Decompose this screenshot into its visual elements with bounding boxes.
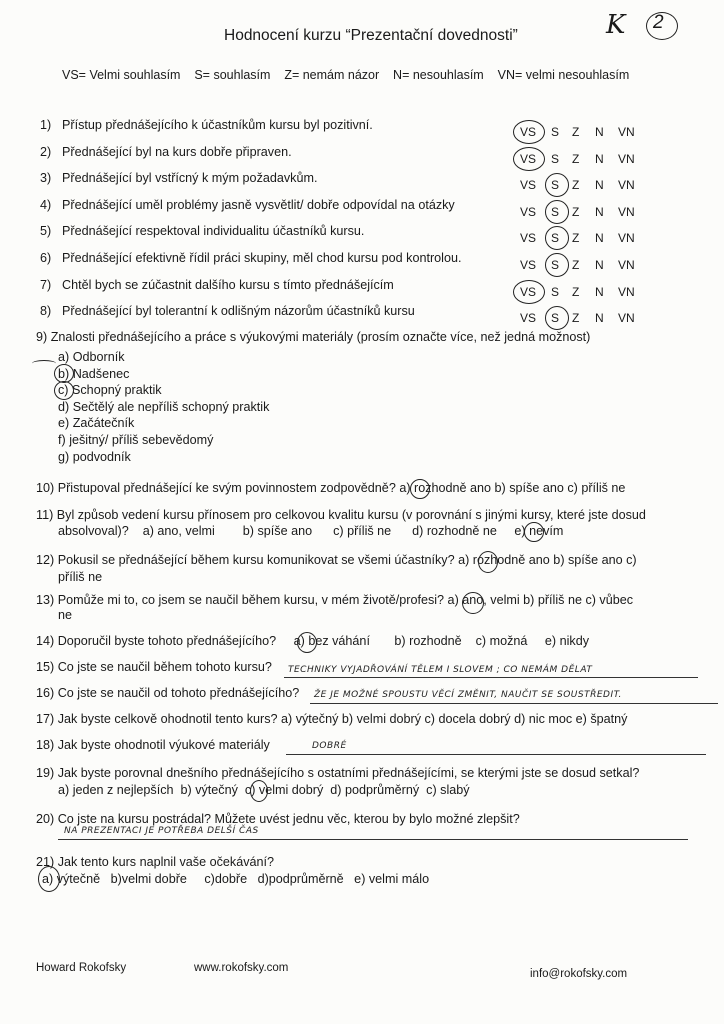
- question-number: 4): [40, 198, 52, 212]
- scale-option-s: S: [551, 285, 560, 299]
- scale-option-vn: VN: [618, 258, 635, 272]
- scale-option-z: Z: [572, 258, 580, 272]
- answer-circle-11: [524, 522, 544, 542]
- scale-legend: VS= Velmi souhlasím S= souhlasím Z= nemám názor N= nesouhlasím VN= velmi nesouhlasím: [62, 68, 630, 82]
- question-9-option: c) Schopný praktik: [58, 383, 162, 398]
- question-17: 17) Jak byste celkově ohodnotil tento kurs? a) výtečný b) velmi dobrý c) docela dobrý d) nic moc e) špatný: [36, 712, 628, 726]
- footer-name: Howard Rokofsky: [36, 962, 127, 974]
- answer-16: ŽE JE MOŽNÉ SPOUSTU VĚCÍ ZMĚNIT, NAUČIT SE SOUSTŘEDIT.: [314, 690, 622, 700]
- scale-option-vn: VN: [618, 285, 635, 299]
- question-13-line2: ne: [58, 608, 73, 622]
- scale-option-z: Z: [572, 205, 580, 219]
- question-text: Přednášející byl tolerantní k odlišným názorům účastníků kursu: [62, 304, 415, 318]
- question-text: Chtěl bych se zúčastnit dalšího kursu s tímto přednášejícím: [62, 278, 394, 292]
- question-text: Přednášející byl vstřícný k mým požadavkům.: [62, 171, 318, 185]
- answer-circle-9c: [54, 381, 74, 400]
- question-9-option: d) Sečtělý ale nepříliš schopný praktik: [58, 399, 270, 414]
- scale-option-vn: VN: [618, 205, 635, 219]
- answer-circle: [545, 253, 569, 277]
- question-text: Přístup přednášejícího k účastníkům kursu byl pozitivní.: [62, 118, 373, 132]
- scale-option-vs: VS: [520, 285, 537, 299]
- answer-circle-19: [250, 780, 268, 802]
- question-11-line1: 11) Byl způsob vedení kursu přínosem pro celkovou kvalitu kursu (v porovnání s jinými kursy, které jste dosud: [36, 508, 646, 522]
- scale-option-n: N: [595, 231, 604, 245]
- answer-line-16: [310, 703, 718, 704]
- question-9-option: f) ješitný/ příliš sebevědomý: [58, 433, 214, 447]
- scale-option-vn: VN: [618, 311, 635, 325]
- question-text: Přednášející byl na kurs dobře připraven.: [62, 145, 292, 159]
- question-9-option: a) Odborník: [58, 350, 125, 364]
- question-16: 16) Co jste se naučil od tohoto přednášejícího?: [36, 686, 300, 700]
- scale-option-n: N: [595, 125, 604, 139]
- answer-18: DOBRÉ: [312, 741, 347, 751]
- scale-option-z: Z: [572, 311, 580, 325]
- scale-option-n: N: [595, 311, 604, 325]
- question-text: Přednášející efektivně řídil práci skupiny, měl chod kursu pod kontrolou.: [62, 251, 462, 265]
- question-text: Přednášející uměl problémy jasně vysvětlit/ dobře odpovídal na otázky: [62, 198, 455, 212]
- scale-option-z: Z: [572, 178, 580, 192]
- question-19-line2: a) jeden z nejlepších b) výtečný c) velmi dobrý d) podprůměrný c) slabý: [58, 783, 470, 797]
- question-number: 6): [40, 251, 52, 265]
- scale-option-n: N: [595, 178, 604, 192]
- scale-option-s: S: [551, 178, 560, 192]
- answer-circle-12: [478, 551, 498, 573]
- question-12-line2: příliš ne: [58, 570, 103, 584]
- scale-option-s: S: [551, 258, 560, 272]
- answer-circle: [513, 120, 545, 144]
- question-18: 18) Jak byste ohodnotil výukové materiály: [36, 738, 270, 752]
- answer-circle: [513, 280, 545, 304]
- question-number: 3): [40, 171, 52, 185]
- question-13-line1: 13) Pomůže mi to, co jsem se naučil během kursu, v mém životě/profesi? a) ano, velmi b) příliš ne c) vůbec: [36, 593, 634, 607]
- question-9-option: e) Začátečník: [58, 416, 135, 431]
- answer-circle-21: [38, 866, 60, 892]
- scale-option-vs: VS: [520, 125, 537, 139]
- scale-option-vn: VN: [618, 125, 635, 139]
- answer-15: TECHNIKY VYJADŘOVÁNÍ TĚLEM I SLOVEM ; CO NEMÁM DĚLAT: [288, 665, 593, 675]
- question-9: 9) Znalosti přednášejícího a práce s výukovými materiály (prosím označte více, než jedná možnost): [36, 330, 591, 344]
- question-9-option: b) Nadšenec: [58, 366, 130, 381]
- answer-circle-10: [410, 479, 430, 499]
- question-20: 20) Co jste na kursu postrádal? Můžete uvést jednu věc, kterou by bylo možné zlepšit?: [36, 812, 520, 826]
- handwritten-mark: K: [606, 10, 626, 40]
- question-15: 15) Co jste se naučil během tohoto kursu?: [36, 660, 272, 674]
- question-21-options: a) výtečně b)velmi dobře c)dobře d)podprůměrně e) velmi málo: [42, 872, 430, 886]
- footer-email: info@rokofsky.com: [530, 968, 628, 980]
- answer-circle: [545, 200, 569, 224]
- question-number: 2): [40, 145, 52, 159]
- scale-option-vs: VS: [520, 152, 537, 166]
- scale-option-vn: VN: [618, 178, 635, 192]
- question-number: 8): [40, 304, 52, 318]
- answer-circle-14: [297, 632, 317, 653]
- scale-option-vn: VN: [618, 152, 635, 166]
- answer-circle: [545, 173, 569, 197]
- question-9-option: g) podvodník: [58, 449, 131, 464]
- answer-line-18: [286, 754, 706, 755]
- page-title: Hodnocení kurzu “Prezentační dovednosti”: [224, 27, 518, 44]
- scale-option-s: S: [551, 205, 560, 219]
- question-number: 7): [40, 278, 52, 292]
- scale-option-vs: VS: [520, 178, 537, 192]
- question-11-line2: absolvoval)? a) ano, velmi b) spíše ano c) příliš ne d) rozhodně ne e) nevím: [58, 524, 564, 538]
- footer-website: www.rokofsky.com: [194, 962, 289, 974]
- question-10: 10) Přistupoval přednášející ke svým povinnostem zodpovědně? a) rozhodně ano b) spíše ano c) příliš ne: [36, 481, 626, 495]
- scale-option-s: S: [551, 231, 560, 245]
- handwritten-number: 2: [653, 12, 664, 33]
- scale-option-z: Z: [572, 125, 580, 139]
- scale-option-n: N: [595, 258, 604, 272]
- question-12-line1: 12) Pokusil se přednášející během kursu komunikovat se všemi účastníky? a) rozhodně ano b) spíše ano c): [36, 553, 637, 567]
- question-21: 21) Jak tento kurs naplnil vaše očekávání?: [36, 855, 275, 869]
- scale-option-s: S: [551, 152, 560, 166]
- scale-option-vn: VN: [618, 231, 635, 245]
- scale-option-n: N: [595, 285, 604, 299]
- scale-option-z: Z: [572, 231, 580, 245]
- answer-circle: [513, 147, 545, 171]
- scale-option-z: Z: [572, 285, 580, 299]
- scale-option-s: S: [551, 311, 560, 325]
- answer-line-15: [284, 677, 698, 678]
- question-text: Přednášející respektoval individualitu účastníků kursu.: [62, 224, 365, 238]
- scale-option-s: S: [551, 125, 560, 139]
- scale-option-vs: VS: [520, 231, 537, 245]
- scale-option-vs: VS: [520, 205, 537, 219]
- scale-option-vs: VS: [520, 311, 537, 325]
- scale-option-vs: VS: [520, 258, 537, 272]
- answer-circle: [545, 306, 569, 330]
- question-14: 14) Doporučil byste tohoto přednášejícího? a) bez váhání b) rozhodně c) možná e) nikdy: [36, 634, 590, 648]
- answer-20: NA PREZENTACI JE POTŘEBA DELŠÍ ČAS: [64, 826, 259, 836]
- question-19-line1: 19) Jak byste porovnal dnešního přednášejícího s ostatními přednášejícími, se kterými jste se dosud setkal?: [36, 766, 640, 780]
- question-number: 1): [40, 118, 52, 132]
- question-number: 5): [40, 224, 52, 238]
- answer-mark-9a: [32, 360, 56, 367]
- scale-option-n: N: [595, 205, 604, 219]
- scale-option-z: Z: [572, 152, 580, 166]
- scale-option-n: N: [595, 152, 604, 166]
- answer-circle-13: [462, 592, 484, 614]
- answer-line-20: [58, 839, 688, 840]
- answer-circle: [545, 226, 569, 250]
